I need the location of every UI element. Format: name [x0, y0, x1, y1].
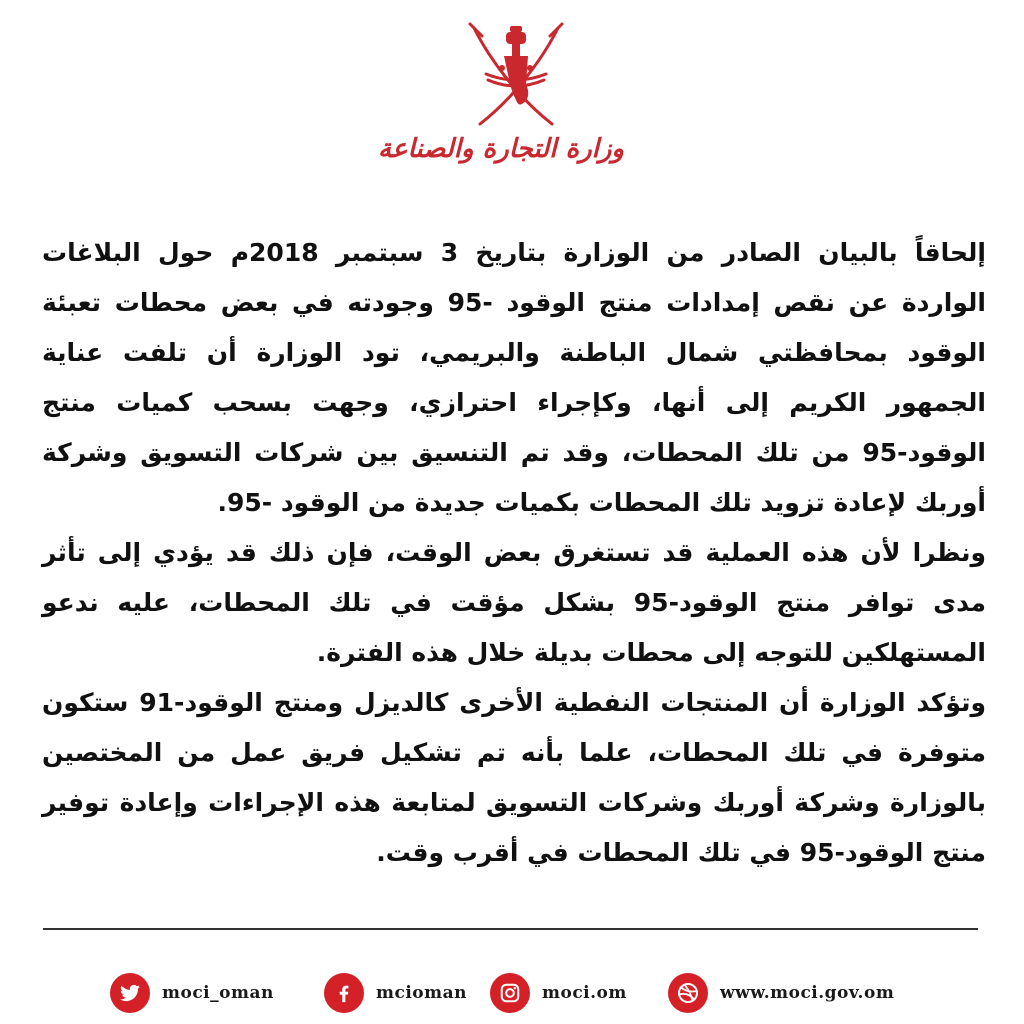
twitter-handle: moci_oman [162, 983, 274, 1003]
dribbble-globe-icon [668, 973, 708, 1013]
statement-paragraph-1: إلحاقاً بالبيان الصادر من الوزارة بتاريخ 3 سبتمبر 2018م حول البلاغات الواردة عن نقص إمدادات منتج الوقود -95 وجودته في بعض محطات تعبئة الوقود بمحافظتي شمال الباطنة والبريمي، تود الوزارة أن تلفت عناية الجمهور الكريم إلى أنها، وكإجراء احترازي، وجهت بسحب كميات منتج الوقود-95 من تلك المحطات، وقد تم التنسيق بين شركات التسويق وشركة أوربك لإعادة تزويد تلك المحطات بكميات جديدة من الوقود -95. [42, 238, 987, 517]
statement-paragraph-3: وتؤكد الوزارة أن المنتجات النفطية الأخرى كالديزل ومنتج الوقود-91 ستكون متوفرة في تلك المحطات، علما بأنه تم تشكيل فريق عمل من المختصين بالوزارة وشركة أوربك وشركات التسويق لمتابعة هذه الإجراءات وإعادة توفير منتج الوقود-95 في تلك المحطات في أقرب وقت. [42, 688, 986, 867]
footer-social-bar [0, 970, 1024, 1018]
website-link[interactable] [668, 970, 894, 1016]
facebook-link[interactable] [324, 970, 467, 1016]
facebook-icon [324, 973, 364, 1013]
website-url: www.moci.gov.om [720, 983, 895, 1003]
instagram-handle: moci.om [542, 983, 627, 1003]
footer-divider [43, 928, 978, 930]
khanjar-swords-emblem-icon [460, 20, 572, 130]
instagram-link[interactable] [490, 970, 627, 1016]
ministry-name: وزارة التجارة والصناعة [378, 134, 624, 164]
twitter-icon [110, 973, 150, 1013]
instagram-icon [490, 973, 530, 1013]
statement-body [42, 228, 986, 878]
statement-paragraph-2: ونظرا لأن هذه العملية قد تستغرق بعض الوقت، فإن ذلك قد يؤدي إلى تأثر مدى توافر منتج الوقود-95 بشكل مؤقت في تلك المحطات، عليه ندعو المستهلكين للتوجه إلى محطات بديلة خلال هذه الفترة. [42, 538, 986, 667]
twitter-link[interactable] [110, 970, 274, 1016]
facebook-handle: mcioman [376, 983, 467, 1003]
